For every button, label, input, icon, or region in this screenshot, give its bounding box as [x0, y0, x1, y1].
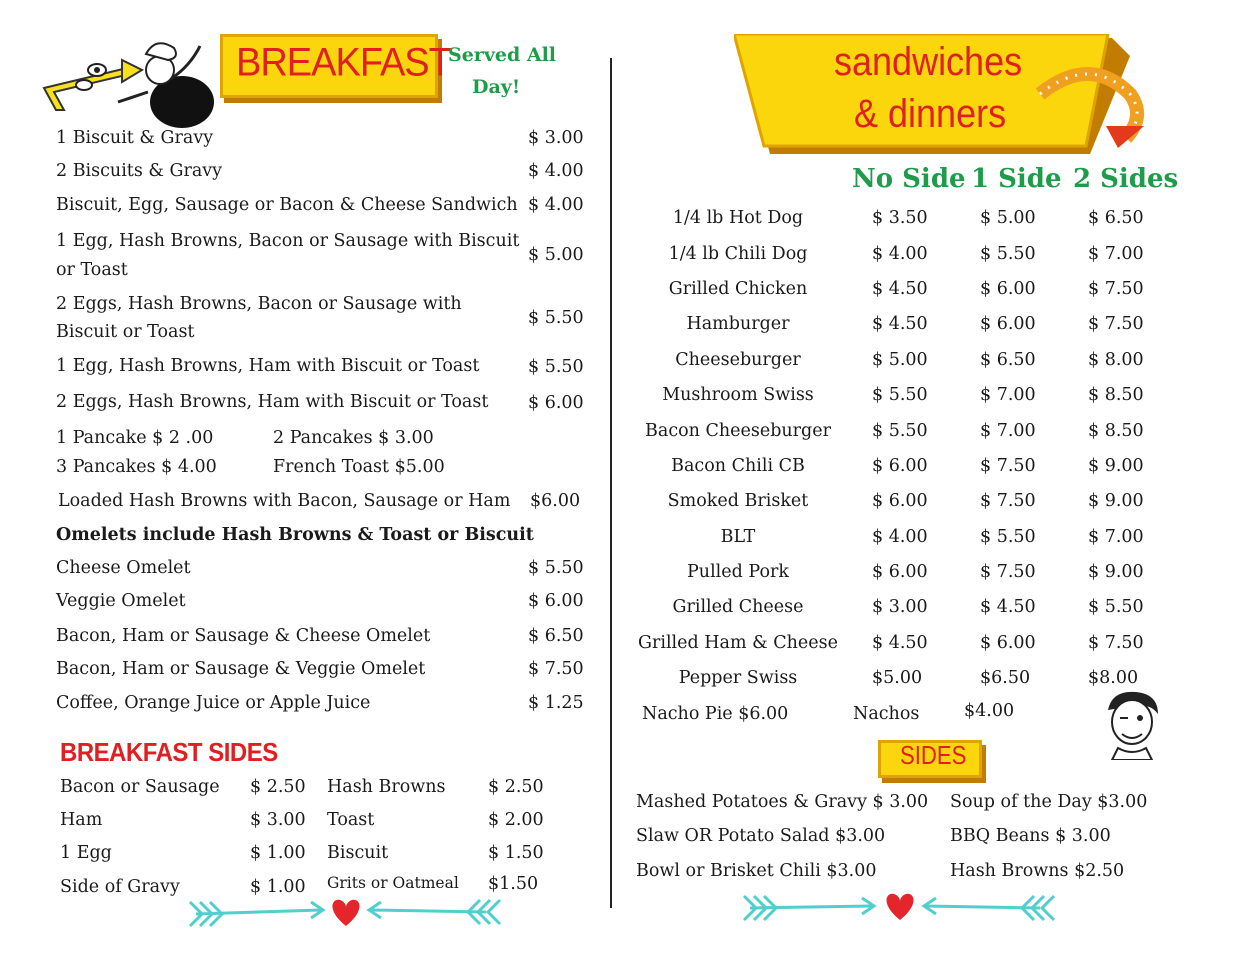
- price-2-sides: $ 9.00: [1088, 491, 1144, 511]
- price-no-side: $ 3.00: [872, 597, 928, 617]
- price-no-side: $ 5.00: [872, 350, 928, 370]
- price-1-side: $ 6.50: [980, 350, 1036, 370]
- loaded-hash-browns-name: Loaded Hash Browns with Bacon, Sausage or Ham: [58, 491, 511, 511]
- price-2-sides: $ 7.00: [1088, 527, 1144, 547]
- menu-item-name: 2 Eggs, Hash Browns, Ham with Biscuit or Toast: [56, 392, 489, 412]
- menu-item-price: $ 5.50: [528, 308, 584, 328]
- price-no-side: $ 5.50: [872, 385, 928, 405]
- side-item: Bowl or Brisket Chili $3.00: [636, 861, 877, 881]
- price-1-side: $ 6.00: [980, 279, 1036, 299]
- side-price: $ 2.50: [488, 777, 544, 797]
- price-2-sides: $ 7.50: [1088, 279, 1144, 299]
- arrows-heart-decoration: [740, 888, 1060, 928]
- omelet-name: Bacon, Ham or Sausage & Veggie Omelet: [56, 659, 426, 679]
- breakfast-sides-title: BREAKFAST SIDES: [60, 737, 278, 767]
- side-price: $ 1.00: [250, 843, 306, 863]
- side-name: Toast: [327, 810, 375, 830]
- omelet-price: $ 5.50: [528, 558, 584, 578]
- menu-item-price: $ 5.50: [528, 357, 584, 377]
- dinner-item-name: Bacon Chili CB: [671, 456, 805, 476]
- breakfast-title: BREAKFAST: [236, 40, 451, 86]
- column-divider: [610, 58, 612, 908]
- omelet-name: Bacon, Ham or Sausage & Cheese Omelet: [56, 626, 431, 646]
- price-1-side: $ 7.50: [980, 456, 1036, 476]
- nachos-item: Nachos: [853, 704, 920, 724]
- menu-item-name-line2: Biscuit or Toast: [56, 322, 195, 342]
- price-2-sides: $ 7.00: [1088, 244, 1144, 264]
- price-1-side: $ 7.00: [980, 385, 1036, 405]
- side-name: Grits or Oatmeal: [327, 874, 459, 892]
- price-1-side: $ 6.00: [980, 633, 1036, 653]
- side-item: Soup of the Day $3.00: [950, 792, 1148, 812]
- dinner-item-name: BLT: [720, 527, 756, 547]
- menu-item-name: 2 Eggs, Hash Browns, Bacon or Sausage with: [56, 294, 462, 314]
- price-2-sides: $ 9.00: [1088, 456, 1144, 476]
- price-no-side: $5.00: [872, 668, 923, 688]
- price-1-side: $ 6.00: [980, 314, 1036, 334]
- price-2-sides: $ 8.50: [1088, 385, 1144, 405]
- price-2-sides: $8.00: [1088, 668, 1139, 688]
- price-1-side: $ 7.00: [980, 421, 1036, 441]
- nacho-pie-item: Nacho Pie $6.00: [642, 704, 789, 724]
- dinner-item-name: 1/4 lb Hot Dog: [672, 208, 804, 228]
- served-all-day-line1: Served All: [448, 44, 557, 66]
- price-2-sides: $ 5.50: [1088, 597, 1144, 617]
- dinner-item-name: Bacon Cheeseburger: [645, 421, 831, 441]
- menu-item-price: $ 4.00: [528, 195, 584, 215]
- dinner-item-name: Smoked Brisket: [667, 491, 809, 511]
- price-1-side: $6.50: [980, 668, 1031, 688]
- price-1-side: $ 5.50: [980, 244, 1036, 264]
- price-1-side: $ 5.00: [980, 208, 1036, 228]
- pancake-item: 2 Pancakes $ 3.00: [273, 428, 434, 448]
- side-price: $ 2.00: [488, 810, 544, 830]
- price-1-side: $ 5.50: [980, 527, 1036, 547]
- menu-item-price: $ 3.00: [528, 128, 584, 148]
- side-price: $ 3.00: [250, 810, 306, 830]
- omelet-note: Omelets include Hash Browns & Toast or Biscuit: [56, 525, 534, 545]
- price-1-side: $ 7.50: [980, 491, 1036, 511]
- header-2-sides: 2 Sides: [1073, 164, 1179, 194]
- menu-item-name: 1 Egg, Hash Browns, Bacon or Sausage with Biscuit: [56, 231, 520, 251]
- dinner-item-name: 1/4 lb Chili Dog: [668, 244, 808, 264]
- header-1-side: 1 Side: [971, 164, 1062, 194]
- menu-item-name-line2: or Toast: [56, 260, 128, 280]
- price-no-side: $ 4.50: [872, 279, 928, 299]
- side-name: Side of Gravy: [60, 877, 180, 897]
- menu-item-name: 2 Biscuits & Gravy: [56, 161, 223, 181]
- side-name: Bacon or Sausage: [60, 777, 220, 797]
- side-name: Biscuit: [327, 843, 389, 863]
- dinner-item-name: Pulled Pork: [687, 562, 789, 582]
- price-1-side: $ 4.50: [980, 597, 1036, 617]
- drinks-name: Coffee, Orange Juice or Apple Juice: [56, 693, 371, 713]
- loaded-hash-browns-price: $6.00: [530, 491, 581, 511]
- sides-title: SIDES: [900, 740, 967, 770]
- price-2-sides: $ 8.00: [1088, 350, 1144, 370]
- omelet-price: $ 6.00: [528, 591, 584, 611]
- price-2-sides: $ 7.50: [1088, 314, 1144, 334]
- dinner-item-name: Grilled Ham & Cheese: [638, 633, 838, 653]
- pancake-item: 3 Pancakes $ 4.00: [56, 457, 217, 477]
- price-no-side: $ 6.00: [872, 491, 928, 511]
- price-no-side: $ 4.00: [872, 527, 928, 547]
- omelet-name: Cheese Omelet: [56, 558, 191, 578]
- omelet-price: $ 6.50: [528, 626, 584, 646]
- side-price: $ 2.50: [250, 777, 306, 797]
- price-no-side: $ 5.50: [872, 421, 928, 441]
- dinner-item-name: Hamburger: [686, 314, 790, 334]
- menu-item-price: $ 6.00: [528, 393, 584, 413]
- price-2-sides: $ 6.50: [1088, 208, 1144, 228]
- menu-item-name: 1 Egg, Hash Browns, Ham with Biscuit or Toast: [56, 356, 480, 376]
- sandwiches-title-line1: sandwiches: [834, 40, 1023, 84]
- price-no-side: $ 4.50: [872, 314, 928, 334]
- dinner-item-name: Cheeseburger: [675, 350, 801, 370]
- drinks-price: $ 1.25: [528, 693, 584, 713]
- served-all-day-line2: Day!: [472, 76, 521, 98]
- price-1-side: $ 7.50: [980, 562, 1036, 582]
- menu-item-price: $ 5.00: [528, 245, 584, 265]
- nachos-price: $4.00: [964, 701, 1015, 721]
- side-item: Slaw OR Potato Salad $3.00: [636, 826, 886, 846]
- price-no-side: $ 3.50: [872, 208, 928, 228]
- arrows-heart-decoration: [186, 896, 506, 932]
- winking-boy-illustration: [1100, 688, 1164, 760]
- dinner-item-name: Pepper Swiss: [678, 668, 798, 688]
- french-toast-item: French Toast $5.00: [273, 457, 445, 477]
- side-price: $ 1.00: [250, 877, 306, 897]
- price-no-side: $ 6.00: [872, 562, 928, 582]
- menu-item-name: Biscuit, Egg, Sausage or Bacon & Cheese Sandwich: [56, 195, 518, 215]
- side-name: 1 Egg: [60, 843, 112, 863]
- dinner-item-name: Grilled Cheese: [672, 597, 804, 617]
- price-no-side: $ 6.00: [872, 456, 928, 476]
- omelet-price: $ 7.50: [528, 659, 584, 679]
- sandwiches-title-line2: & dinners: [854, 92, 1007, 136]
- side-item: BBQ Beans $ 3.00: [950, 826, 1111, 846]
- side-price: $ 1.50: [488, 843, 544, 863]
- side-name: Ham: [60, 810, 103, 830]
- omelet-name: Veggie Omelet: [56, 591, 186, 611]
- price-2-sides: $ 7.50: [1088, 633, 1144, 653]
- header-no-side: No Side: [852, 164, 966, 194]
- side-item: Hash Browns $2.50: [950, 861, 1125, 881]
- chef-pointing-illustration: [42, 30, 217, 130]
- menu-item-name: 1 Biscuit & Gravy: [56, 128, 214, 148]
- side-item: Mashed Potatoes & Gravy $ 3.00: [636, 792, 929, 812]
- menu-item-price: $ 4.00: [528, 161, 584, 181]
- price-no-side: $ 4.50: [872, 633, 928, 653]
- side-name: Hash Browns: [327, 777, 446, 797]
- price-2-sides: $ 9.00: [1088, 562, 1144, 582]
- dinner-item-name: Grilled Chicken: [668, 279, 808, 299]
- pancake-item: 1 Pancake $ 2 .00: [56, 428, 214, 448]
- side-price: $1.50: [488, 874, 539, 894]
- price-no-side: $ 4.00: [872, 244, 928, 264]
- price-2-sides: $ 8.50: [1088, 421, 1144, 441]
- dinner-item-name: Mushroom Swiss: [662, 385, 814, 405]
